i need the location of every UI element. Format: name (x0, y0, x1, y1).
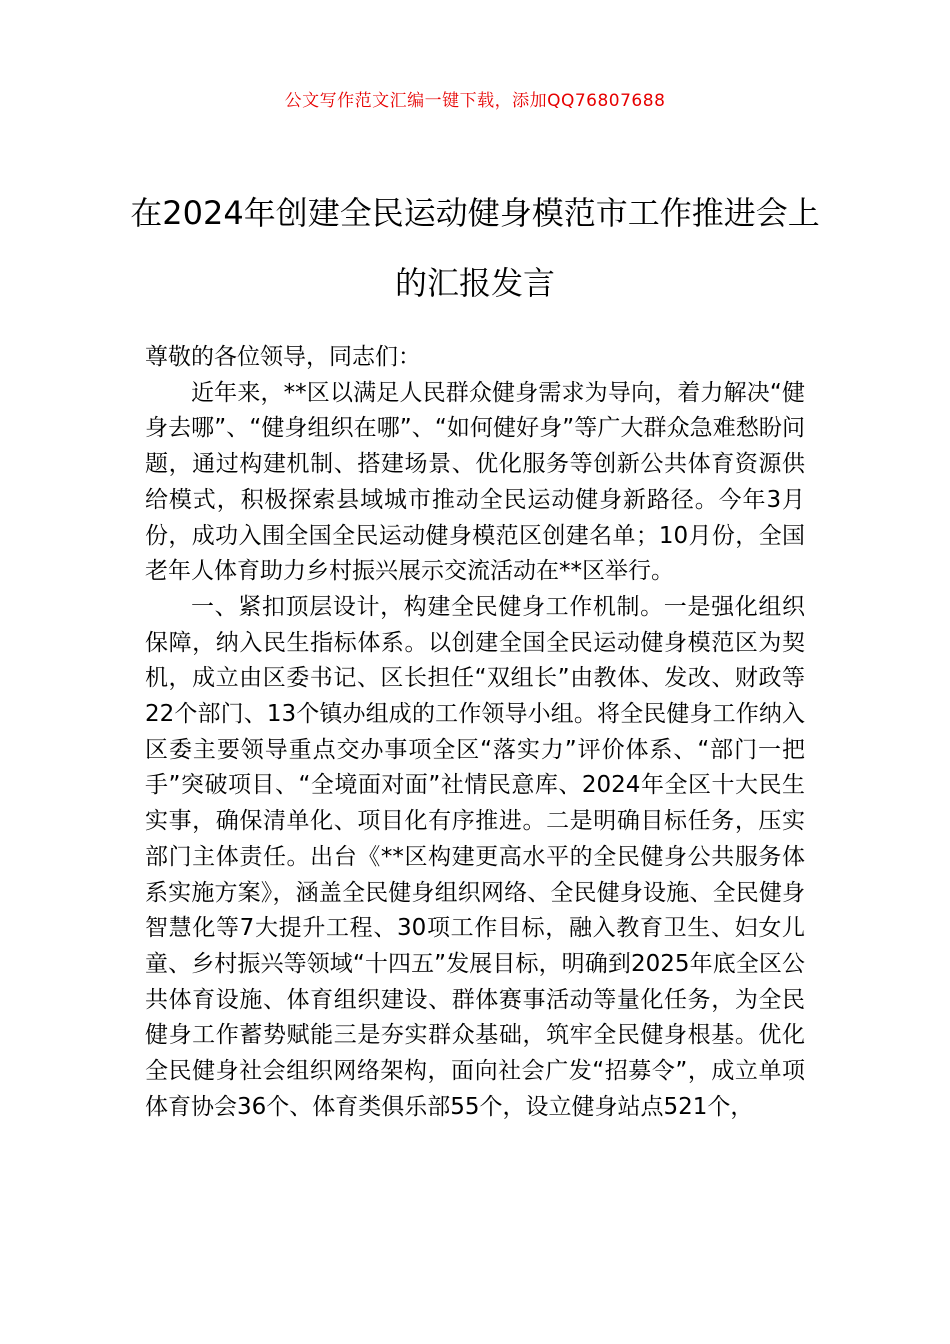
document-title: 在2024年创建全民运动健身模范市工作推进会上的汇报发言 (130, 194, 820, 302)
paragraph-section-one: 一、紧扣顶层设计，构建全民健身工作机制。一是强化组织保障，纳入民生指标体系。以创建全国全民运动健身模范区为契机，成立由区委书记、区长担任“双组长”由教体、发改、财政等22个部门、13个镇办组成的工作领导小组。将全民健身工作纳入区委主要领导重点交办事项全区“落实力”评价体系、“部门一把手”突破项目、“全境面对面”社情民意库、2024年全区十大民生实事，确保清单化、项目化有序推进。二是明确目标任务，压实部门主体责任。出台《**区构建更高水平的全民健身公共服务体系实施方案》，涵盖全民健身组织网络、全民健身设施、全民健身智慧化等7大提升工程、30项工作目标，融入教育卫生、妇女儿童、乡村振兴等领域“十四五”发展目标，明确到2025年底全区公共体育设施、体育组织建设、群体赛事活动等量化任务，为全民健身工作蓄势赋能三是夯实群众基础，筑牢全民健身根基。优化全民健身社会组织网络架构，面向社会广发“招募令”，成立单项体育协会36个、体育类俱乐部55个，设立健身站点521个， (145, 593, 805, 1120)
salutation: 尊敬的各位领导，同志们： (145, 344, 421, 370)
download-notice: 公文写作范文汇编一键下载，添加QQ76807688 (284, 91, 666, 111)
paragraph-intro: 近年来，**区以满足人民群众健身需求为导向，着力解决“健身去哪”、“健身组织在哪”、“如何健好身”等广大群众急难愁盼问题，通过构建机制、搭建场景、优化服务等创新公共体育资源供给模式，积极探索县域城市推动全民运动健身新路径。今年3月份，成功入围全国全民运动健身模范区创建名单；10月份，全国老年人体育助力乡村振兴展示交流活动在**区举行。 (145, 379, 805, 585)
document-body (145, 340, 805, 1125)
